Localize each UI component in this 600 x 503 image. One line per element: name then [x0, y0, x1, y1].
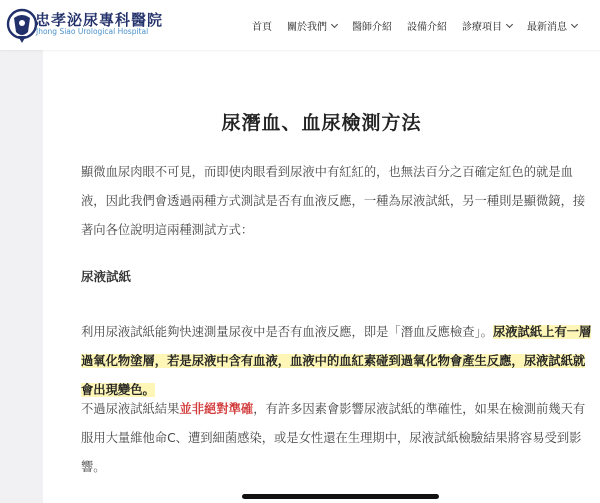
nav-item-label: 關於我們	[287, 22, 327, 33]
paragraph-text: 利用尿液試紙能夠快速測量尿夜中是否有血液反應，即是「潛血反應檢查」。	[81, 325, 493, 339]
paragraph-text: ，有許多因素會影響尿液試紙的準確性，如果在檢測前幾天有服用大量維他命C、遭到細菌感染，或是女性還在生理期中，尿液試紙檢驗結果將容易受到影響。	[81, 402, 586, 474]
brand-subtitle: Jhong Siao Urological Hospital	[36, 27, 149, 36]
nav-item-label: 設備介紹	[407, 22, 447, 33]
nav-item-services[interactable]	[462, 18, 512, 33]
paragraph-text: 不過尿液試紙結果	[81, 402, 180, 416]
article-title: 尿潛血、血尿檢測方法	[221, 112, 422, 134]
home-indicator[interactable]	[242, 494, 439, 499]
nav-item-label: 醫師介紹	[352, 22, 392, 33]
nav-item-news[interactable]	[527, 18, 577, 33]
article-content	[43, 50, 600, 503]
accuracy-paragraph	[81, 395, 594, 482]
intro-paragraph: 顯微血尿肉眼不可見，而即使肉眼看到尿液中有紅紅的，也無法百分之百確定紅色的就是血液，因此我們會透過兩種方式測試是否有血液反應，一種為尿液試紙，另一種則是顯微鏡，接著向各位說明這兩種測試方式：	[81, 165, 586, 237]
chevron-down-icon	[506, 20, 513, 27]
nav-item-equipment[interactable]	[407, 18, 447, 33]
emphasis-text: 並非絕對準確	[179, 402, 254, 416]
left-margin	[0, 50, 43, 503]
nav-item-label: 最新消息	[527, 22, 567, 33]
site-header	[0, 0, 600, 50]
nav-item-label: 診療項目	[462, 22, 502, 33]
main-nav	[252, 18, 592, 33]
brand-name[interactable]: 忠孝泌尿專科醫院	[35, 11, 164, 29]
test-strip-paragraph	[81, 318, 594, 405]
nav-item-home[interactable]	[252, 18, 272, 33]
chevron-down-icon	[331, 20, 338, 27]
highlighted-text: 尿液試紙上有一層過氧化物塗層，	[81, 325, 592, 368]
nav-item-about[interactable]	[287, 18, 337, 33]
nav-item-doctors[interactable]	[352, 18, 392, 33]
nav-item-label: 首頁	[252, 22, 272, 33]
chevron-down-icon	[571, 20, 578, 27]
section-heading: 尿液試紙	[81, 269, 132, 284]
highlighted-text: 若是尿液中含有血液，血液中的血紅素碰到過氧化物會產生反應，尿液試紙就會出現變色。	[81, 354, 586, 397]
